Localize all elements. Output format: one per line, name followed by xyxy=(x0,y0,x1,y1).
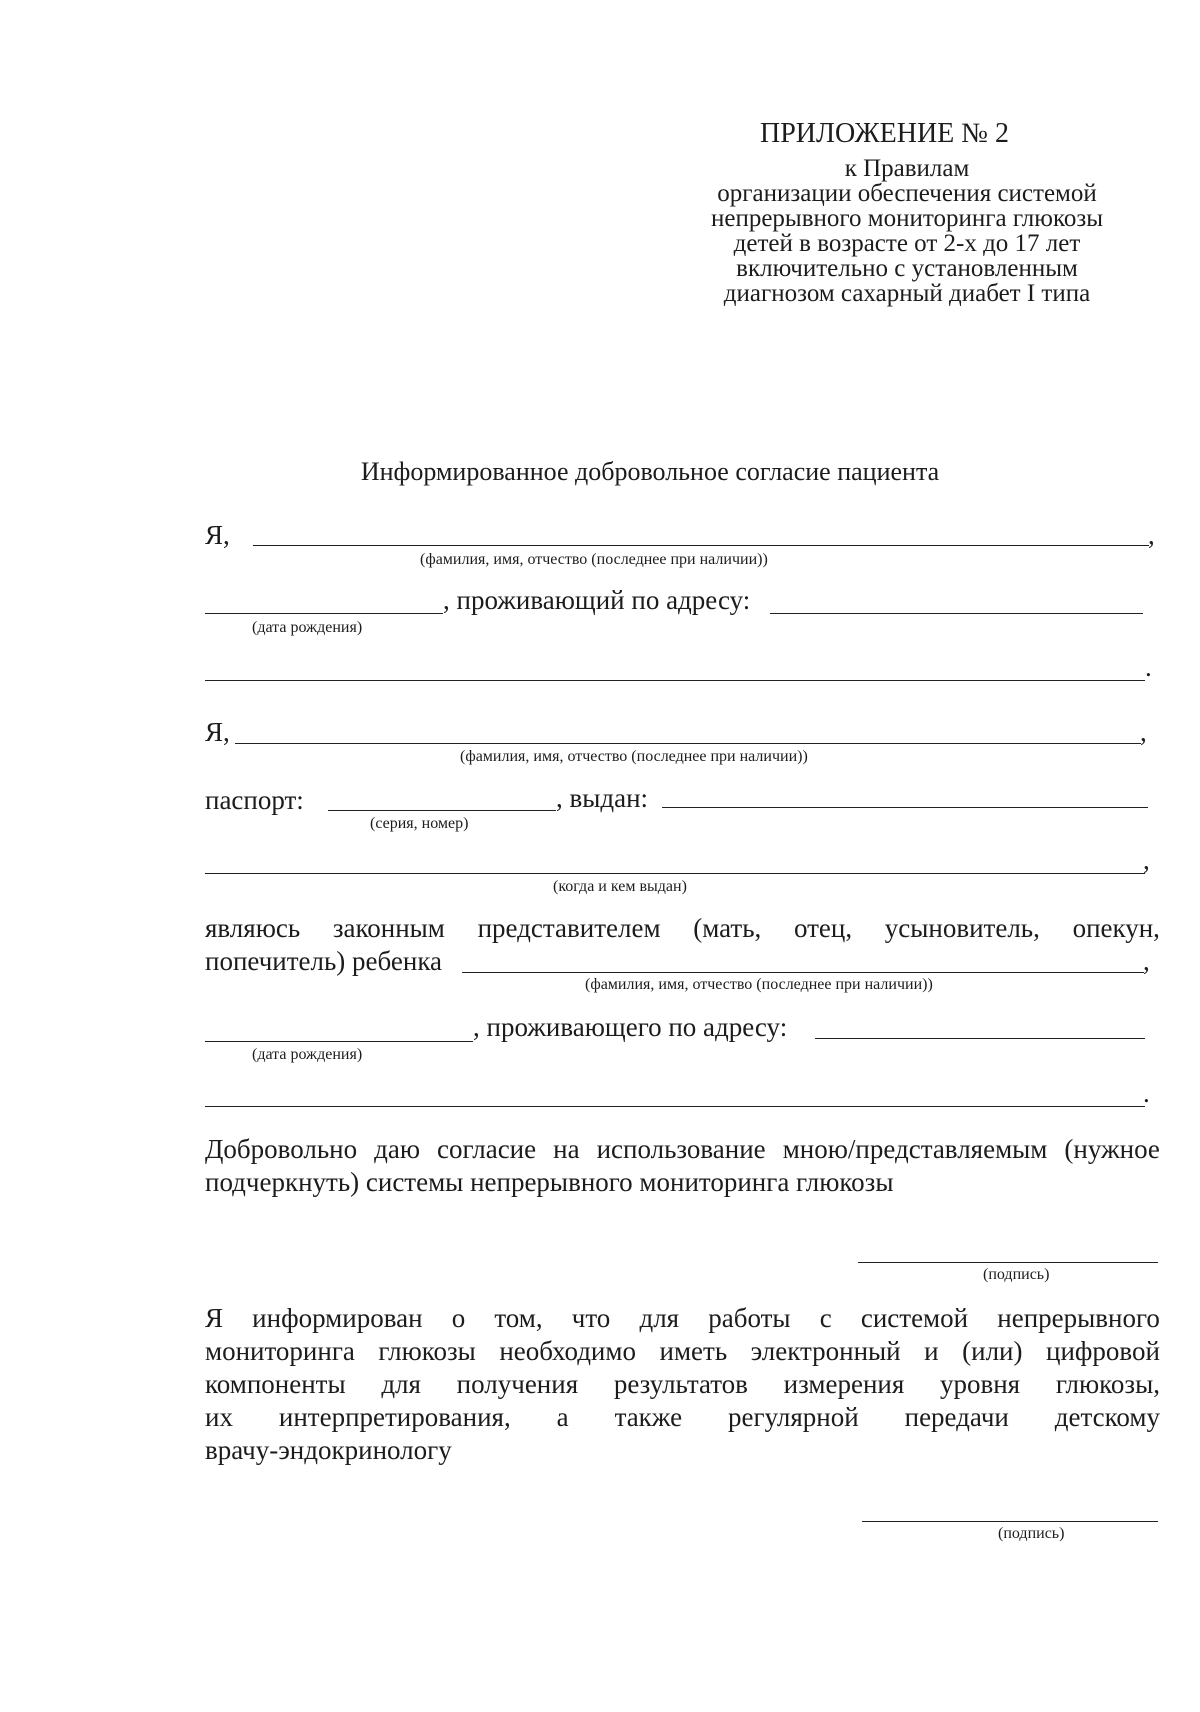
passport-issued-field[interactable] xyxy=(662,807,1148,808)
word: цифровой xyxy=(1046,1336,1160,1366)
child-address-field[interactable] xyxy=(815,1038,1145,1039)
passport-label: паспорт: xyxy=(205,785,304,815)
comma: , xyxy=(1148,520,1155,550)
caption-birthdate: (дата рождения) xyxy=(252,619,363,636)
word: опекун, xyxy=(1072,913,1160,943)
word: (нужное xyxy=(1064,1134,1160,1164)
consent-line xyxy=(205,1133,1160,1166)
representative-statement xyxy=(205,912,1160,945)
appendix-subtitle-line: включительно с установленным xyxy=(736,255,1078,282)
word: представителем xyxy=(477,913,661,943)
appendix-subtitle-line: диагнозом сахарный диабет I типа xyxy=(723,280,1091,307)
word: глюкозы xyxy=(378,1336,476,1366)
caption-fio: (фамилия, имя, отчество (последнее при наличии)) xyxy=(420,551,768,568)
word: их xyxy=(205,1402,233,1432)
appendix-subtitle-line: непрерывного мониторинга глюкозы xyxy=(710,205,1104,232)
appendix-subtitle-line: детей в возрасте от 2-х до 17 лет xyxy=(733,230,1081,257)
period: . xyxy=(1145,652,1152,682)
word: и xyxy=(924,1336,939,1366)
word: том, xyxy=(494,1303,543,1333)
caption-series: (серия, номер) xyxy=(370,815,469,832)
patient-address-continuation-field[interactable] xyxy=(205,680,1145,681)
word: Добровольно xyxy=(205,1134,358,1164)
patient-birthdate-field[interactable] xyxy=(205,613,443,614)
word: мною/представляемым xyxy=(782,1134,1048,1164)
caption-issued-by: (когда и кем выдан) xyxy=(553,878,687,895)
passport-issued-by-field[interactable] xyxy=(205,873,1145,874)
patient-address-field[interactable] xyxy=(770,613,1143,614)
patient-fio-field[interactable] xyxy=(253,545,1149,546)
informed-line xyxy=(205,1335,1160,1368)
word: а xyxy=(556,1402,569,1432)
word: системой xyxy=(860,1303,969,1333)
word: измерения xyxy=(783,1369,905,1399)
word: электронный xyxy=(750,1336,901,1366)
word: (мать, xyxy=(693,913,762,943)
appendix-subtitle-line: организации обеспечения системой xyxy=(717,180,1097,207)
child-residing-at-label: , проживающего по адресу: xyxy=(473,1012,788,1042)
word: мониторинга xyxy=(205,1336,355,1366)
informed-paragraph xyxy=(205,1302,1160,1467)
word: работы xyxy=(708,1303,791,1333)
caption-fio: (фамилия, имя, отчество (последнее при наличии)) xyxy=(585,976,933,993)
comma: , xyxy=(1140,717,1147,747)
informed-line: врачу-эндокринологу xyxy=(205,1435,452,1465)
document-title: Информированное добровольное согласие пациента xyxy=(360,457,940,486)
caption-fio: (фамилия, имя, отчество (последнее при наличии)) xyxy=(460,748,808,765)
appendix-subtitle-line: к Правилам xyxy=(844,155,970,182)
signature-field[interactable] xyxy=(862,1521,1158,1522)
caption-birthdate: (дата рождения) xyxy=(252,1046,363,1063)
child-birthdate-field[interactable] xyxy=(205,1041,473,1042)
word: получения xyxy=(456,1369,579,1399)
word: результатов xyxy=(613,1369,748,1399)
word: согласие xyxy=(437,1134,537,1164)
word: использование xyxy=(596,1134,766,1164)
word: компоненты xyxy=(205,1369,346,1399)
ya-label: Я, xyxy=(205,717,230,747)
consent-paragraph xyxy=(205,1133,1160,1199)
appendix-subtitle xyxy=(672,156,1142,306)
word: для xyxy=(639,1303,680,1333)
word: (или) xyxy=(962,1336,1023,1366)
word: уровня xyxy=(939,1369,1021,1399)
word: информирован xyxy=(252,1303,423,1333)
word: также xyxy=(614,1402,683,1432)
word: являюсь xyxy=(205,913,301,943)
caption-signature: (подпись) xyxy=(998,1525,1065,1542)
representative-fio-field[interactable] xyxy=(235,743,1141,744)
informed-line xyxy=(205,1401,1160,1434)
passport-series-field[interactable] xyxy=(328,810,556,811)
word: необходимо xyxy=(499,1336,636,1366)
word: отец, xyxy=(793,913,853,943)
child-fio-field[interactable] xyxy=(462,972,1144,973)
caption-signature: (подпись) xyxy=(983,1266,1050,1283)
word: детскому xyxy=(1054,1402,1160,1432)
ya-label: Я, xyxy=(205,520,230,550)
word: иметь xyxy=(659,1336,728,1366)
word: на xyxy=(553,1134,580,1164)
appendix-title: ПРИЛОЖЕНИЕ № 2 xyxy=(760,118,1009,149)
residing-at-label: , проживающий по адресу: xyxy=(443,585,751,615)
word: даю xyxy=(374,1134,421,1164)
comma: , xyxy=(1143,845,1150,875)
word: о xyxy=(451,1303,466,1333)
representative-line xyxy=(205,912,1160,945)
issued-label: , выдан: xyxy=(556,783,649,813)
informed-line xyxy=(205,1368,1160,1401)
word: с xyxy=(819,1303,832,1333)
consent-line: подчеркнуть) системы непрерывного мониторинга глюкозы xyxy=(205,1167,894,1197)
informed-line xyxy=(205,1302,1160,1335)
word: глюкозы, xyxy=(1055,1369,1160,1399)
word: непрерывного xyxy=(997,1303,1160,1333)
period: . xyxy=(1143,1078,1150,1108)
word: законным xyxy=(332,913,445,943)
signature-field[interactable] xyxy=(858,1262,1158,1263)
comma: , xyxy=(1143,946,1150,976)
child-address-continuation-field[interactable] xyxy=(205,1106,1145,1107)
word: передачи xyxy=(904,1402,1009,1432)
representative-line2: попечитель) ребенка xyxy=(205,946,443,976)
word: интерпретирования, xyxy=(278,1402,511,1432)
word: усыновитель, xyxy=(884,913,1040,943)
word: регулярной xyxy=(728,1402,859,1432)
word: что xyxy=(571,1303,611,1333)
word: для xyxy=(381,1369,421,1399)
word: Я xyxy=(205,1303,224,1333)
